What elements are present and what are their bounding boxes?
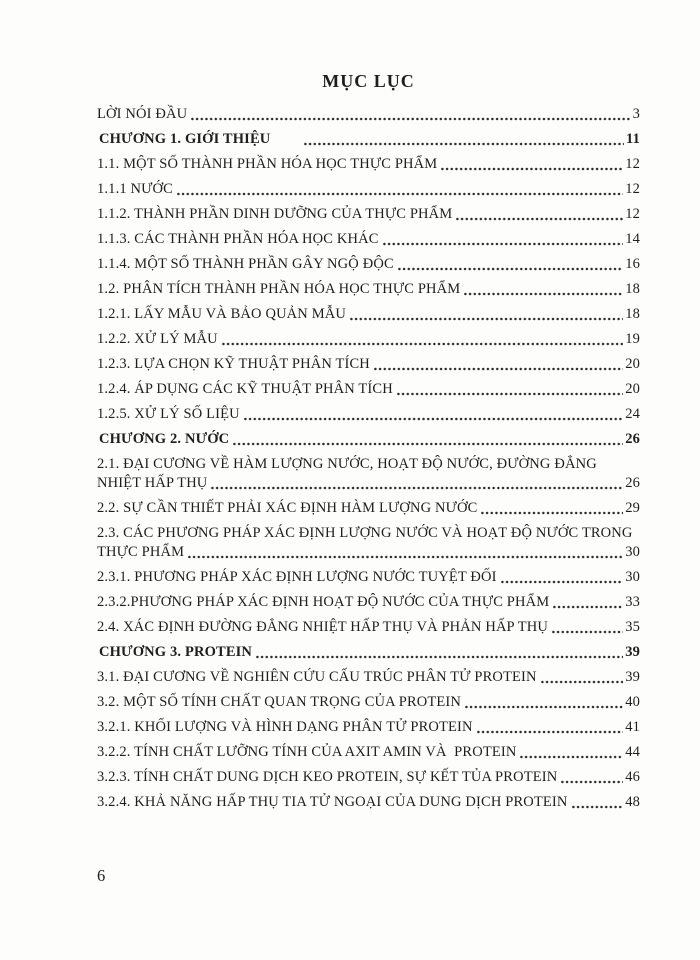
dot-leader bbox=[256, 654, 623, 660]
dot-leader bbox=[456, 216, 623, 222]
dot-leader bbox=[350, 316, 623, 322]
toc-entry-page-number: 20 bbox=[625, 356, 640, 372]
toc-entry-title: 2.3.1. PHƯƠNG PHÁP XÁC ĐỊNH LƯỢNG NƯỚC TUYỆT ĐỐI bbox=[97, 569, 497, 585]
toc-item-entry bbox=[97, 793, 640, 812]
toc-entry-title: 1.2.5. XỬ LÝ SỐ LIỆU bbox=[97, 406, 240, 422]
toc-entry-title: 1.1.1 NƯỚC bbox=[97, 181, 173, 197]
toc-entry-page-number: 20 bbox=[625, 381, 640, 397]
toc-item-entry bbox=[97, 593, 640, 612]
dot-leader bbox=[553, 604, 623, 610]
toc-item-entry bbox=[97, 180, 640, 199]
toc-entry-title: 3.1. ĐẠI CƯƠNG VỀ NGHIÊN CỨU CẤU TRÚC PHÂN TỬ PROTEIN bbox=[97, 669, 537, 685]
dot-leader bbox=[520, 754, 623, 760]
toc-entry-page-number: 48 bbox=[625, 794, 640, 810]
toc-entry-page-number: 44 bbox=[625, 744, 640, 760]
toc-entry-page-number: 11 bbox=[626, 131, 640, 147]
toc-entry-title: 2.2. SỰ CẦN THIẾT PHẢI XÁC ĐỊNH HÀM LƯỢNG NƯỚC bbox=[97, 500, 478, 516]
dot-leader bbox=[465, 704, 623, 710]
footer-page-number: 6 bbox=[97, 866, 106, 885]
dot-leader bbox=[383, 241, 624, 247]
dot-leader bbox=[441, 166, 623, 172]
toc-item-entry bbox=[97, 205, 640, 224]
toc-item-entry bbox=[97, 330, 640, 349]
toc-entry-title: 1.1.2. THÀNH PHẦN DINH DƯỠNG CỦA THỰC PHẨM bbox=[97, 206, 453, 222]
toc-entry-page-number: 46 bbox=[625, 769, 640, 785]
toc-entry-title: 2.3.2.PHƯƠNG PHÁP XÁC ĐỊNH HOẠT ĐỘ NƯỚC CỦA THỰC PHẨM bbox=[97, 594, 550, 610]
toc-entry-title: 1.1.3. CÁC THÀNH PHẦN HÓA HỌC KHÁC bbox=[97, 231, 379, 247]
dot-leader bbox=[477, 729, 624, 735]
dot-leader bbox=[222, 341, 623, 347]
dot-leader bbox=[374, 366, 623, 372]
toc-entry-page-number: 24 bbox=[625, 406, 640, 422]
toc-entry-title: 1.1.4. MỘT SỐ THÀNH PHẦN GÂY NGỘ ĐỘC bbox=[97, 256, 394, 272]
toc-entry-title: 1.2.4. ÁP DỤNG CÁC KỸ THUẬT PHÂN TÍCH bbox=[97, 381, 393, 397]
toc-entry-title: CHƯƠNG 2. NƯỚC bbox=[99, 431, 230, 447]
toc-item-entry bbox=[97, 355, 640, 374]
toc-entry-page-number: 16 bbox=[625, 256, 640, 272]
toc-entry-page-number: 39 bbox=[625, 644, 640, 660]
dot-leader bbox=[233, 441, 623, 447]
toc-item-entry bbox=[97, 455, 640, 493]
toc-item-entry bbox=[97, 230, 640, 249]
dot-leader bbox=[397, 391, 623, 397]
toc-chapter-entry bbox=[97, 130, 640, 149]
toc-entry-page-number: 12 bbox=[625, 206, 640, 222]
toc-item-entry bbox=[97, 768, 640, 787]
toc-item-entry bbox=[97, 405, 640, 424]
toc-entry-page-number: 39 bbox=[625, 669, 640, 685]
toc-chapter-entry bbox=[97, 643, 640, 662]
toc-item-entry bbox=[97, 155, 640, 174]
toc-chapter-entry bbox=[97, 430, 640, 449]
toc-entry-page-number: 26 bbox=[625, 475, 640, 491]
toc-entry-title: 2.4. XÁC ĐỊNH ĐƯỜNG ĐẲNG NHIỆT HẤP THỤ VÀ PHẢN HẤP THỤ bbox=[97, 619, 549, 635]
toc-entry-page-number: 30 bbox=[625, 569, 640, 585]
toc-entry-title: 3.2.4. KHẢ NĂNG HẤP THỤ TIA TỬ NGOẠI CỦA DUNG DỊCH PROTEIN bbox=[97, 794, 568, 810]
toc-entry-title: 2.1. ĐẠI CƯƠNG VỀ HÀM LƯỢNG NƯỚC, HOẠT ĐỘ NƯỚC, ĐƯỜNG ĐẲNG bbox=[97, 456, 597, 472]
toc-entry-title: 3.2.1. KHỐI LƯỢNG VÀ HÌNH DẠNG PHÂN TỬ PROTEIN bbox=[97, 719, 473, 735]
toc-item-entry bbox=[97, 618, 640, 637]
page-title: MỤC LỤC bbox=[322, 71, 415, 91]
toc-entry-title: 3.2.2. TÍNH CHẤT LƯỠNG TÍNH CỦA AXIT AMIN VÀ PROTEIN bbox=[97, 744, 517, 760]
toc-entry-title: 1.2.3. LỰA CHỌN KỸ THUẬT PHÂN TÍCH bbox=[97, 356, 370, 372]
toc-entry-page-number: 18 bbox=[625, 306, 640, 322]
toc-item-entry bbox=[97, 568, 640, 587]
toc-list bbox=[97, 105, 640, 812]
toc-item-entry bbox=[97, 499, 640, 518]
dot-leader bbox=[244, 416, 623, 422]
toc-item-entry bbox=[97, 718, 640, 737]
toc-entry-page-number: 19 bbox=[625, 331, 640, 347]
toc-entry-page-number: 12 bbox=[625, 181, 640, 197]
dot-leader bbox=[572, 804, 624, 810]
toc-entry-page-number: 18 bbox=[625, 281, 640, 297]
dot-leader bbox=[398, 266, 623, 272]
dot-leader bbox=[177, 191, 623, 197]
toc-item-entry bbox=[97, 255, 640, 274]
toc-item-entry bbox=[97, 524, 640, 562]
dot-leader bbox=[464, 291, 623, 297]
toc-entry-title: 1.2.2. XỬ LÝ MẪU bbox=[97, 331, 218, 347]
toc-entry-title: 1.1. MỘT SỐ THÀNH PHẦN HÓA HỌC THỰC PHẨM bbox=[97, 156, 438, 172]
toc-item-entry bbox=[97, 693, 640, 712]
toc-entry-title: 1.2.1. LẤY MẪU VÀ BẢO QUẢN MẪU bbox=[97, 306, 346, 322]
dot-leader bbox=[211, 485, 623, 491]
dot-leader bbox=[188, 554, 623, 560]
toc-entry-title: LỜI NÓI ĐẦU bbox=[97, 106, 188, 122]
toc-item-entry bbox=[97, 305, 640, 324]
toc-entry-page-number: 40 bbox=[625, 694, 640, 710]
dot-leader bbox=[561, 779, 623, 785]
toc-entry-page-number: 41 bbox=[625, 719, 640, 735]
dot-leader bbox=[481, 510, 623, 516]
toc-entry-title: 3.2. MỘT SỐ TÍNH CHẤT QUAN TRỌNG CỦA PROTEIN bbox=[97, 694, 462, 710]
toc-entry-title-continued: NHIỆT HẤP THỤ bbox=[97, 475, 208, 491]
dot-leader bbox=[501, 579, 624, 585]
toc-entry-page-number: 12 bbox=[625, 156, 640, 172]
toc-item-entry bbox=[97, 743, 640, 762]
toc-entry-title-continued: THỰC PHẨM bbox=[97, 544, 185, 560]
toc-entry-page-number: 33 bbox=[625, 594, 640, 610]
dot-leader bbox=[191, 116, 630, 122]
toc-item-entry bbox=[97, 380, 640, 399]
toc-item-entry bbox=[97, 105, 640, 124]
toc-entry-page-number: 35 bbox=[625, 619, 640, 635]
dot-leader bbox=[541, 679, 624, 685]
toc-item-entry bbox=[97, 668, 640, 687]
toc-entry-title: 2.3. CÁC PHƯƠNG PHÁP XÁC ĐỊNH LƯỢNG NƯỚC VÀ HOẠT ĐỘ NƯỚC TRONG bbox=[97, 525, 633, 541]
toc-entry-page-number: 3 bbox=[632, 106, 640, 122]
toc-entry-title: 3.2.3. TÍNH CHẤT DUNG DỊCH KEO PROTEIN, SỰ KẾT TỦA PROTEIN bbox=[97, 769, 558, 785]
dot-leader bbox=[304, 141, 624, 147]
dot-leader bbox=[552, 629, 623, 635]
toc-entry-page-number: 30 bbox=[625, 544, 640, 560]
toc-entry-page-number: 14 bbox=[625, 231, 640, 247]
toc-entry-page-number: 29 bbox=[625, 500, 640, 516]
toc-entry-title: 1.2. PHÂN TÍCH THÀNH PHẦN HÓA HỌC THỰC PHẨM bbox=[97, 281, 461, 297]
toc-entry-page-number: 26 bbox=[625, 431, 640, 447]
toc-entry-title: CHƯƠNG 3. PROTEIN bbox=[99, 644, 253, 660]
toc-item-entry bbox=[97, 280, 640, 299]
toc-entry-title: CHƯƠNG 1. GIỚI THIỆU bbox=[99, 131, 271, 147]
